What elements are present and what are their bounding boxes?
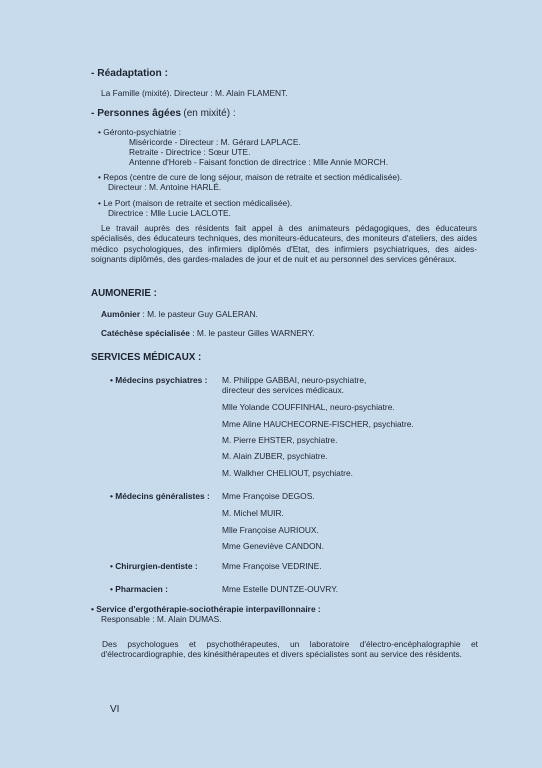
psychiatre-entry: M. Walkher CHELIOUT, psychiatre. — [222, 468, 353, 478]
personnes-agees-heading-bold: - Personnes âgées — [91, 108, 182, 119]
pharmacien-label: • Pharmacien : — [110, 584, 168, 594]
aumonerie-heading: AUMONERIE : — [91, 288, 157, 299]
dentiste-value: Mme Françoise VEDRINE. — [222, 561, 322, 571]
page-number: VI — [110, 704, 120, 715]
psychiatres-label: • Médecins psychiatres : — [110, 375, 208, 385]
pharmacien-value: Mme Estelle DUNTZE-OUVRY. — [222, 584, 339, 594]
geronto-line: Antenne d'Horeb - Faisant fonction de directrice : Mlle Annie MORCH. — [129, 157, 389, 167]
generaliste-entry: Mlle Françoise AURIOUX. — [222, 525, 319, 535]
generaliste-entry: M. Michel MUIR. — [222, 508, 284, 518]
catechese-label: Catéchèse spécialisée — [101, 328, 190, 338]
leport-line: • Le Port (maison de retraite et section médicalisée). — [98, 198, 293, 208]
geronto-title: • Géronto-psychiatrie : — [98, 127, 181, 137]
ergo-label: • Service d'ergothérapie-sociothérapie interpavillonnaire : — [91, 604, 321, 614]
aumonier-label: Aumônier — [101, 309, 141, 319]
readaptation-heading: - Réadaptation : — [91, 68, 168, 79]
psychiatre-entry: M. Pierre EHSTER, psychiatre. — [222, 435, 338, 445]
generaliste-entry: Mme Françoise DEGOS. — [222, 491, 315, 501]
aumonier-line — [101, 309, 258, 320]
catechese-line — [101, 328, 315, 339]
psychiatre-entry: M. Alain ZUBER, psychiatre. — [222, 451, 328, 461]
psychiatre-entry: Mme Aline HAUCHECORNE-FISCHER, psychiatre. — [222, 419, 414, 429]
personnes-agees-heading-rest: (en mixité) : — [183, 108, 236, 119]
geronto-line: Miséricorde - Directeur : M. Gérard LAPLACE. — [129, 137, 301, 147]
aumonier-value: : M. le pasteur Guy GALERAN. — [142, 309, 258, 319]
ergo-responsable: Responsable : M. Alain DUMAS. — [101, 614, 222, 624]
repos-line: • Repos (centre de cure de long séjour, maison de retraite et section médicalisée). — [98, 172, 403, 182]
catechese-value: : M. le pasteur Gilles WARNERY. — [192, 328, 315, 338]
psychiatre-entry: M. Philippe GABBAI, neuro-psychiatre, — [222, 375, 367, 385]
generaliste-entry: Mme Geneviève CANDON. — [222, 541, 324, 551]
psychiatre-entry: Mlle Yolande COUFFINHAL, neuro-psychiatre. — [222, 402, 395, 412]
personnes-agees-heading — [91, 108, 236, 120]
dentiste-label: • Chirurgien-dentiste : — [110, 561, 198, 571]
repos-director: Directeur : M. Antoine HARLÉ. — [108, 182, 222, 192]
psychiatre-entry: directeur des services médicaux. — [222, 385, 344, 395]
generalistes-label: • Médecins généralistes : — [110, 491, 210, 501]
closing-paragraph: Des psychologues et psychothérapeutes, un laboratoire d'électro-encéphalographie et d'électrocardiographie, des kinésithérapeutes et divers spécialistes sont au service des résidents. — [101, 639, 478, 660]
readaptation-line: La Famille (mixité). Directeur : M. Alain FLAMENT. — [101, 88, 288, 98]
geronto-line: Retraite - Directrice : Sœur UTE. — [129, 147, 251, 157]
leport-director: Directrice : Mlle Lucie LACLOTE. — [108, 208, 231, 218]
staff-paragraph: Le travail auprès des résidents fait appel à des animateurs pédagogiques, des éducateurs spécialisés, des éducateurs techniques, des moniteurs-éducateurs, des moniteurs d'ateliers, des aides médico psychologiques, des infirmiers diplômés d'Etat, des infirmiers psychiatriques, des aides-soignants diplômés, des gardes-malades de jour et de nuit et au personnel des services généraux. — [91, 223, 477, 265]
services-medicaux-heading: SERVICES MÉDICAUX : — [91, 352, 202, 363]
